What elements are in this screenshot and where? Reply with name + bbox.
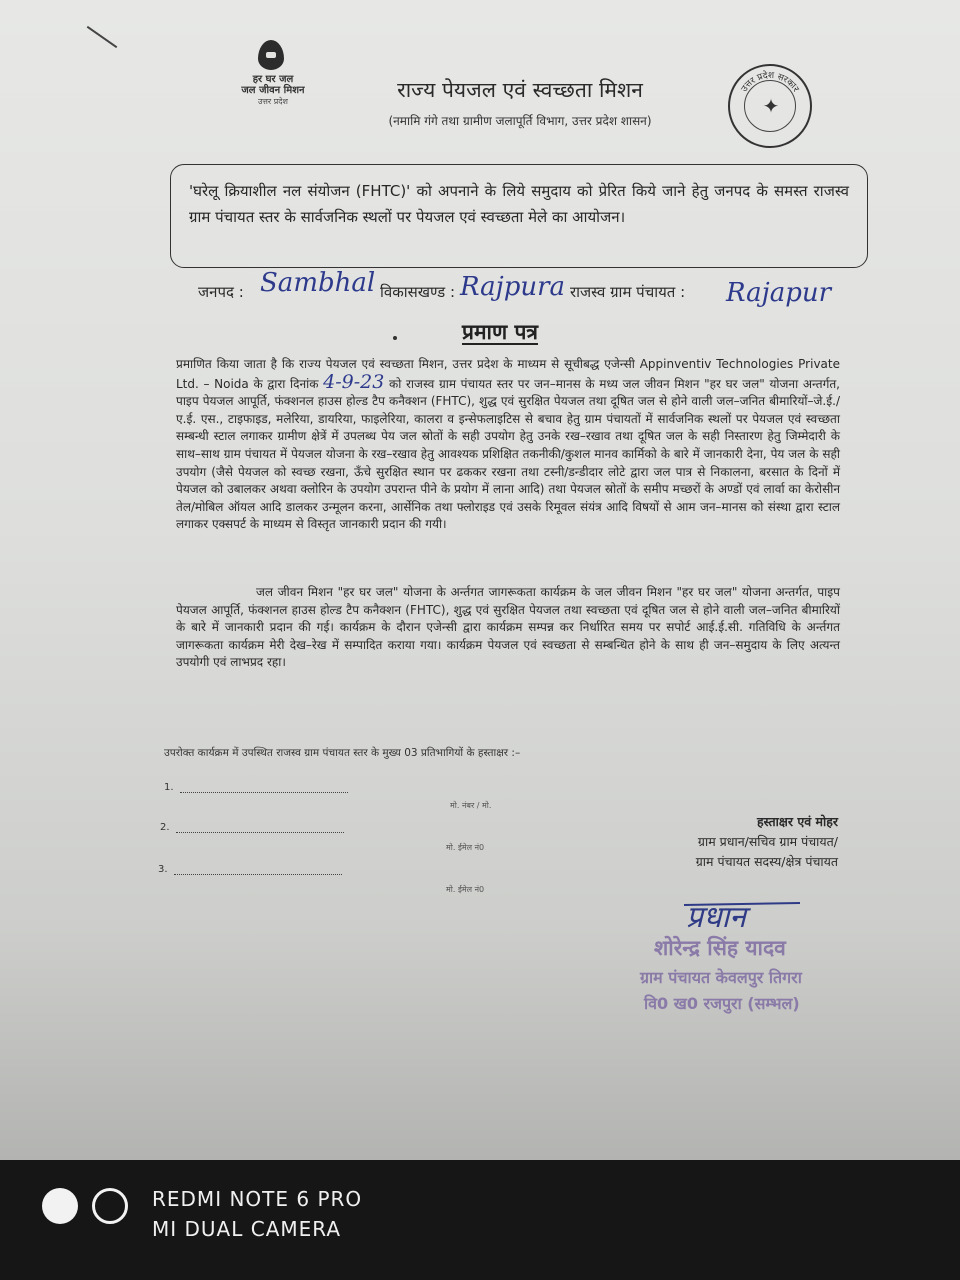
logo-line-1: हर घर जल [252,74,294,85]
logo-line-3: उत्तर प्रदेश [258,97,288,106]
stamp-line-1: शोरेन्द्र सिंह यादव [654,936,786,960]
program-date: 4-9-23 [323,370,385,393]
watermark-line-1: REDMI NOTE 6 PRO [152,1187,363,1211]
authority-title: हस्ताक्षर एवं मोहर [757,814,838,829]
signature-hint-2: मो. ईमेल नं0 [446,843,485,852]
block-value: Rajpura [460,272,566,302]
para1-before-date: प्रमाणित किया जाता है कि राज्य पेयजल एवं स्वच्छता मिशन, उत्तर प्रदेश के माध्यम से सूचीबद्ध एजेन्सी Appinventiv Technologies Private Ltd. – Noida के द्वारा दिनांक [176,357,840,391]
emblem-inner-ring [744,80,796,132]
authority-block [588,812,838,872]
header-subtitle: (नमामि गंगे तथा ग्रामीण जलापूर्ति विभाग, उत्तर प्रदेश शासन) [388,114,652,128]
panchayat-value: Rajapur [726,278,832,308]
signature-hint-3: मो. ईमेल नं0 [446,885,485,894]
certificate-paragraph-1 [176,356,840,534]
attendees-note: उपरोक्त कार्यक्रम में उपस्थित राजस्व ग्राम पंचायत स्तर के मुख्य 03 प्रतिभागियों के हस्ताक्षर :– [164,747,521,759]
district-label: जनपद : [198,283,244,301]
subject-box: 'घरेलू क्रियाशील नल संयोजन (FHTC)' को अपनाने के लिये समुदाय को प्रेरित किये जाने हेतु जनपद के समस्त राजस्व ग्राम पंचायत स्तर के सार्वजनिक स्थलों पर पेयजल एवं स्वच्छता मेले का आयोजन। [170,164,868,268]
signature-number: 2. [160,822,170,833]
signature-line-3 [158,864,342,875]
panchayat-label: राजस्व ग्राम पंचायत : [570,283,686,301]
signature-dots [176,832,344,833]
document-heading: प्रमाण पत्र [462,320,538,344]
stamp-line-3: वि0 ख0 रजपुरा (सम्भल) [644,994,800,1013]
stamp-line-2: ग्राम पंचायत केवलपुर तिगरा [640,968,802,987]
para1-after-date: को राजस्व ग्राम पंचायत स्तर पर जन–मानस के मध्य जल जीवन मिशन "हर घर जल" योजना अन्तर्गत, पाइप पेयजल आपूर्ति, फंक्शनल हाउस होल्ड टैप कनैक्शन (FHTC), शुद्ध एवं सुरक्षित पेयजल तथा दूषित जल से होने वाली जल–जनित बीमारियों–जे.ई./ए.ई. एस., टाइफाइड, मलेरिया, डायरिया, फाइलेरिया, कालरा व इन्सेफलाइटिस से बचाव हेतु ग्राम पंचायतों में सार्वजनिक स्थलों पर पेयजल एवं स्वच्छता सम्बन्धी स्टाल लगाकर ग्रामीण क्षेत्रें में उपलब्ध पेय जल स्रोतों के सही उपयोग हेतु उनके रख–रखाव तथा दूषित जल के सही निस्तारण हेतु जिम्मेदारी के साथ–साथ ग्राम पंचायत में पेयजल योजना के रख–रखाव हेतु आवश्यक प्रशिक्षित तकनीकी/कुशल मानव कार्मिको के बारे में जानकारी देना, पेय जल के सही उपयोग (जैसे पेयजल को स्वच्छ रखना, ऊँचे सुरक्षित स्थान पर ढककर रखना तथा टस्नी/डन्डीदार लोटे द्वारा जल पात्र से निकालना, बरसात के दिनों में पेयजल को उबालकर अथवा क्लोरिन के उपयोग उपरान्त पीने के प्रयोग में लाना आदि) तथा पेयजल स्रोतों के समीप मच्छरों के अण्डों एवं लार्वा का केरोसीन तेल/मोबिल ऑयल आदि डालकर उन्मूलन करना, आर्सेनिक तथा फ्लोराइड एवं उसके रिमूवल संयंत्र आदि विषयों से आम जन–मानस को संस्था द्वारा स्टाल लगाकर एक्सपर्ट के माध्यम से विस्तृत जानकारी प्रदान की गयी। [176,376,840,532]
up-state-emblem-icon [728,64,812,148]
header-title: राज्य पेयजल एवं स्वच्छता मिशन [397,78,643,102]
emblem-text: उत्तर प्रदेश सरकार [739,70,801,94]
block-label: विकासखण्ड : [380,283,456,301]
authority-line-2: ग्राम पंचायत सदस्य/क्षेत्र पंचायत [695,854,838,869]
har-ghar-jal-logo [228,40,318,107]
pen-mark [87,26,118,48]
emblem-bow-fish-icon: ✦ [762,94,780,118]
certificate-paragraph-2: जल जीवन मिशन "हर घर जल" योजना के अर्न्तगत जागरूकता कार्यक्रम के जल जीवन मिशन "हर घर जल" योजना अन्तर्गत, पाइप पेयजल आपूर्ति, फंक्शनल हाउस होल्ड टैप कनैक्शन (FHTC), शुद्ध एवं सुरक्षित पेयजल तथा स्वच्छता एवं दूषित जल से होने वाली जल–जनित बीमारियों के बारे में जानकारी प्रदान की गई। कार्यक्रम के दौरान एजेन्सी द्वारा कार्यक्रम सम्पन्न कर निर्धारित समय पर सपोर्ट आई.ई.सी. गतिविधि के अर्न्तगत जागरूकता कार्यक्रम मेरी देख–रेख में सम्पादित कराया गया। कार्यक्रम पेयजल एवं स्वच्छता से सम्बन्धित होने के साथ ही जन–समुदाय के लिए अत्यन्त उपयोगी एवं लाभप्रद रहा। [176,585,840,670]
district-value: Sambhal [260,268,376,298]
signature-dots [180,792,348,793]
authority-line-1: ग्राम प्रधान/सचिव ग्राम पंचायत/ [697,834,838,849]
lens-filled-icon [42,1188,78,1224]
signature-number: 3. [158,864,168,875]
signature-hint-1: मो. नंबर / मो. [450,801,492,810]
handwritten-signature [682,893,802,939]
signature-number: 1. [164,782,174,793]
signature-dots [174,874,342,875]
logo-line-2: जल जीवन मिशन [241,85,305,96]
lens-ring-icon [92,1188,128,1224]
signature-line-2 [160,822,344,833]
signature-line-1 [164,782,348,793]
location-fields [198,268,898,320]
water-drop-icon [258,40,284,70]
watermark-line-2: MI DUAL CAMERA [152,1217,342,1241]
signature-scribble-text: प्रधान [686,900,746,935]
official-stamp [602,934,852,1014]
watermark-text [152,1184,362,1244]
